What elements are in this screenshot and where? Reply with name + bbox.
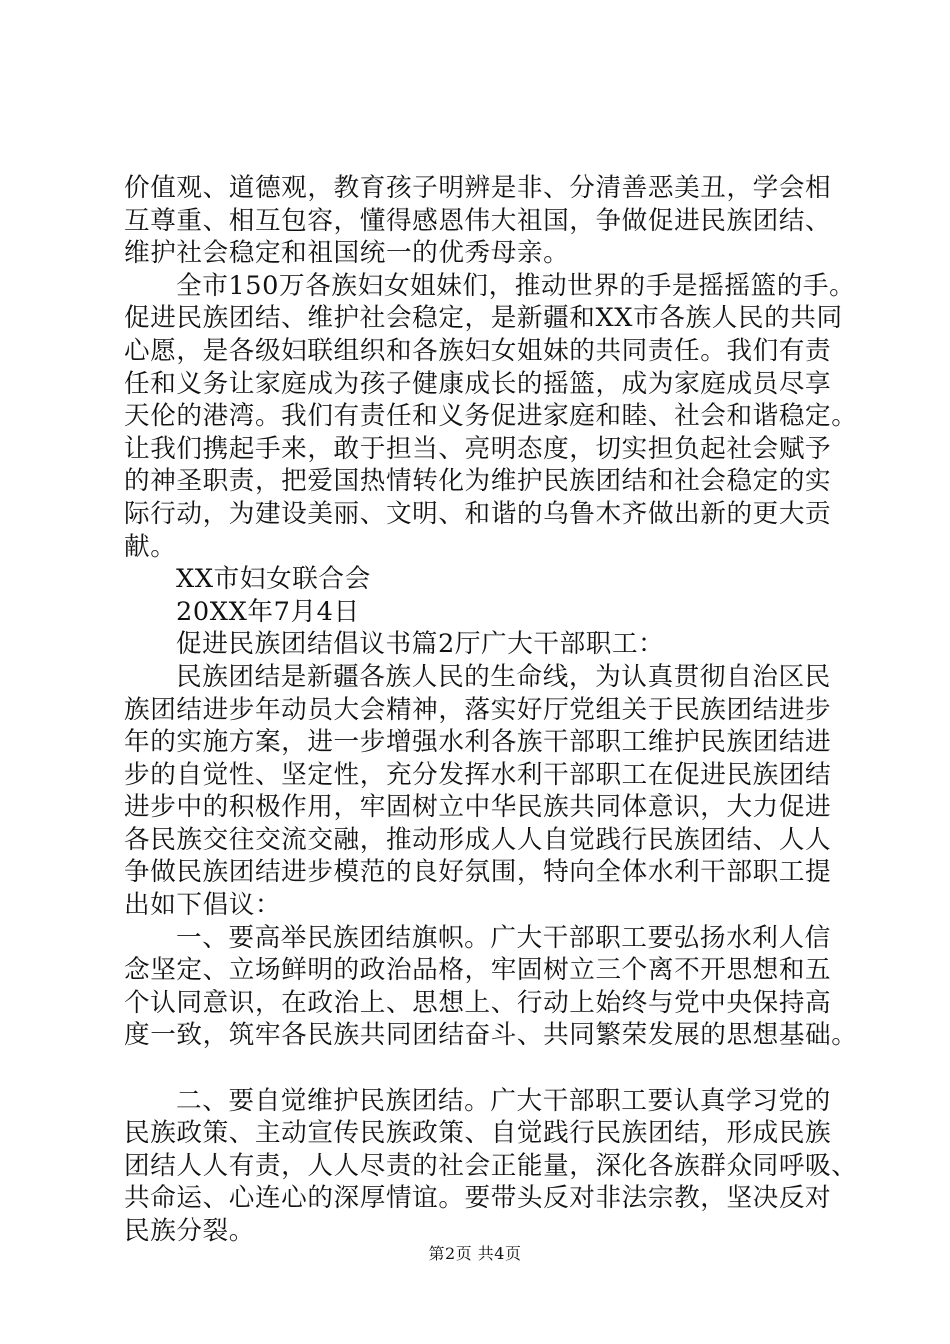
signature-organization: XX市妇女联合会 — [176, 564, 371, 595]
text-line: 争做民族团结进步模范的良好氛围，特向全体水利干部职工提 — [124, 857, 832, 888]
signature-date: 20XX年7月4日 — [176, 596, 360, 627]
paragraph-start: 全市150万各族妇女姐妹们，推动世界的手是摇摇篮的手。 — [176, 270, 856, 301]
text-line: 族团结进步年动员大会精神，落实好厅党组关于民族团结进步 — [124, 694, 832, 725]
text-line: 际行动，为建设美丽、文明、和谐的乌鲁木齐做出新的更大贡 — [124, 498, 832, 529]
text-line: 献。 — [124, 531, 177, 562]
text-line: 价值观、道德观，教育孩子明辨是非、分清善恶美丑，学会相 — [124, 173, 832, 203]
document-body — [124, 172, 858, 1248]
paragraph-start: 民族团结是新疆各族人民的生命线，为认真贯彻自治区民 — [176, 661, 831, 692]
text-line: 年的实施方案，进一步增强水利各族干部职工维护民族团结进 — [124, 727, 832, 758]
text-line: 心愿，是各级妇联组织和各族妇女姐妹的共同责任。我们有责 — [124, 335, 832, 366]
text-line: 任和义务让家庭成为孩子健康成长的摇篮，成为家庭成员尽享 — [124, 368, 832, 399]
text-line: 天伦的港湾。我们有责任和义务促进家庭和睦、社会和谐稳定。 — [124, 401, 858, 432]
text-line: 出如下倡议： — [124, 890, 282, 921]
paragraph-start: 一、要高举民族团结旗帜。广大干部职工要弘扬水利人信 — [176, 922, 831, 953]
text-line: 民族分裂。 — [124, 1216, 255, 1246]
section-heading: 促进民族团结倡议书篇2厅广大干部职工： — [176, 629, 665, 660]
page-number-footer: 第2页 共4页 — [428, 1244, 522, 1263]
text-line: 念坚定、立场鲜明的政治品格，牢固树立三个离不开思想和五 — [124, 955, 832, 986]
text-line: 民族政策、主动宣传民族政策、自觉践行民族团结，形成民族 — [124, 1118, 832, 1149]
paragraph-start: 二、要自觉维护民族团结。广大干部职工要认真学习党的 — [176, 1085, 831, 1116]
text-line: 共命运、心连心的深厚情谊。要带头反对非法宗教，坚决反对 — [124, 1183, 832, 1214]
text-line: 维护社会稳定和祖国统一的优秀母亲。 — [124, 238, 570, 269]
text-line: 促进民族团结、维护社会稳定，是新疆和XX市各族人民的共同 — [124, 303, 843, 334]
text-line: 的神圣职责，把爱国热情转化为维护民族团结和社会稳定的实 — [124, 466, 832, 497]
text-line: 个认同意识，在政治上、思想上、行动上始终与党中央保持高 — [124, 987, 832, 1018]
text-line: 让我们携起手来，敢于担当、亮明态度，切实担负起社会赋予 — [124, 433, 832, 464]
text-line: 进步中的积极作用，牢固树立中华民族共同体意识，大力促进 — [124, 792, 832, 823]
text-line: 各民族交往交流交融，推动形成人人自觉践行民族团结、人人 — [124, 824, 832, 855]
text-line: 步的自觉性、坚定性，充分发挥水利干部职工在促进民族团结 — [124, 759, 832, 790]
text-line: 互尊重、相互包容，懂得感恩伟大祖国，争做促进民族团结、 — [124, 205, 832, 236]
text-line: 团结人人有责，人人尽责的社会正能量，深化各族群众同呼吸、 — [124, 1150, 858, 1181]
paragraph-gap — [124, 1052, 844, 1085]
text-line: 度一致，筑牢各民族共同团结奋斗、共同繁荣发展的思想基础。 — [124, 1020, 858, 1051]
